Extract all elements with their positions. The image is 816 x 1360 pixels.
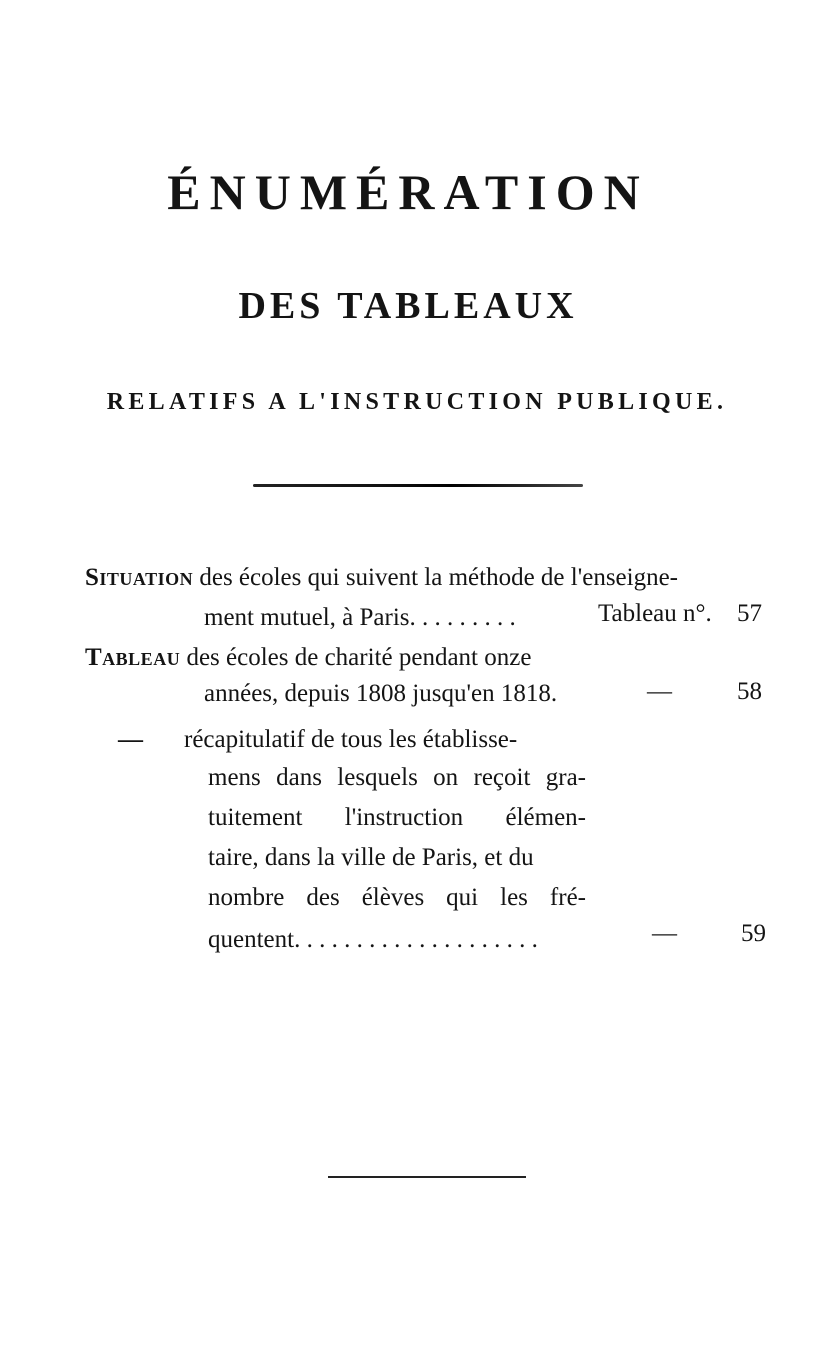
top-divider bbox=[253, 484, 583, 487]
entry-3-line-3: tuitement l'instruction élémen- bbox=[208, 804, 586, 831]
page-title: ÉNUMÉRATION bbox=[167, 164, 649, 220]
entry-2-text-1: des écoles de charité pendant onze bbox=[186, 644, 532, 671]
entry-3-line-5: nombre des élèves qui les fré- bbox=[208, 884, 586, 911]
entry-1-line-2: ment mutuel, à Paris. . . . . . . . . bbox=[204, 604, 516, 631]
entry-2-ditto-mark: — bbox=[647, 678, 672, 705]
entry-3-line-4: taire, dans la ville de Paris, et du bbox=[208, 844, 534, 871]
entry-1-line-1 bbox=[85, 562, 678, 594]
entry-3-line-1: récapitulatif de tous les établisse- bbox=[184, 726, 518, 753]
entry-2-line-2: années, depuis 1808 jusqu'en 1818. bbox=[204, 680, 558, 707]
entry-3-line-2: mens dans lesquels on reçoit gra- bbox=[208, 764, 586, 791]
page-subtitle: DES TABLEAUX bbox=[238, 285, 578, 327]
entry-3-page-number: 59 bbox=[741, 920, 766, 947]
entry-3-ditto-mark: — bbox=[652, 920, 677, 947]
entry-1-page-number: 57 bbox=[737, 600, 762, 627]
bottom-divider bbox=[328, 1176, 526, 1178]
entry-1-label: Tableau n°. bbox=[598, 600, 712, 627]
entry-2-line-1 bbox=[85, 642, 531, 674]
entry-3-line-6: quentent. . . . . . . . . . . . . . . . . . . . bbox=[208, 926, 538, 953]
entry-1-text-1: des écoles qui suivent la méthode de l'enseigne- bbox=[199, 564, 679, 591]
entry-2-page-number: 58 bbox=[737, 678, 762, 705]
entry-1-lead: Situation bbox=[85, 564, 194, 591]
entry-3-lead: — bbox=[118, 726, 143, 753]
page-subtitle-secondary: RELATIFS A L'INSTRUCTION PUBLIQUE. bbox=[106, 389, 728, 415]
entry-2-lead: Tableau bbox=[85, 644, 181, 671]
